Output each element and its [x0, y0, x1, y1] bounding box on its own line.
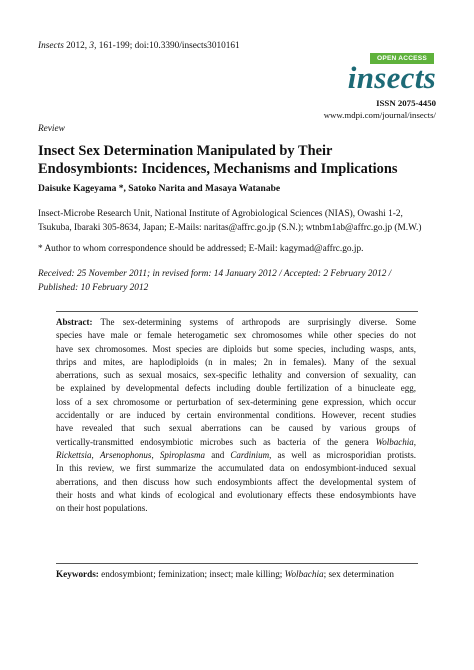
abstract-line [56, 436, 416, 449]
keywords-text: endosymbiont; feminization; insect; male killing; [98, 569, 285, 579]
citation-line: Insects 2012, 3, 161-199; doi:10.3390/insects3010161 [38, 41, 240, 51]
abstract-line: aberrations, and then discuss how such endosymbionts affect the developmental system of [56, 476, 416, 487]
keyword-genus: Wolbachia [284, 569, 324, 579]
keywords-label: Keywords: [56, 569, 99, 579]
abstract-line [56, 316, 416, 329]
citation-pages-doi: , 161-199; doi:10.3390/insects3010161 [94, 41, 240, 51]
keywords [56, 569, 394, 579]
publication-dates [38, 267, 448, 295]
abstract-text: and [205, 449, 231, 460]
abstract-line: thrips and mites, are haplodiploids (n in males; 2n in females). Many of the sexual [56, 356, 416, 367]
citation-volume: 3 [89, 41, 95, 51]
abstract-label: Abstract: [56, 317, 93, 327]
abstract-text: , [413, 436, 416, 447]
affiliation [38, 207, 443, 235]
abstract-text: The sex-determining systems of arthropods are surprisingly diverse. Some [92, 317, 416, 327]
journal-url[interactable]: www.mdpi.com/journal/insects/ [323, 110, 436, 120]
genus-name: Arsenophonus [99, 449, 152, 460]
genus-name: Rickettsia [56, 449, 92, 460]
title-line: Insect Sex Determination Manipulated by Their [38, 143, 333, 159]
affiliation-line: Tsukuba, Ibaraki 305-8634, Japan; E-Mails: naritas@affrc.go.jp (S.N.); wtnbm1ab@affrc.go.jp (M.W.) [38, 223, 422, 233]
citation-journal: Insects [38, 41, 64, 51]
author-list: Daisuke Kageyama *, Satoko Narita and Masaya Watanabe [38, 184, 281, 194]
genus-name: Wolbachia [375, 436, 414, 447]
abstract-top-rule [56, 311, 418, 312]
abstract-line: accidentally or are induced by certain environmental conditions. However, recent studies [56, 410, 416, 421]
dates-line: Received: 25 November 2011; in revised form: 14 January 2012 / Accepted: 2 February 2012 / [38, 269, 392, 279]
abstract-line: have revealed that such sexual aberrations can be caused by various groups of [56, 423, 416, 434]
dates-line: Published: 10 February 2012 [38, 283, 149, 293]
abstract-bottom-rule [56, 563, 418, 564]
citation-year: 2012 [63, 41, 85, 51]
abstract-line: In this review, we first summarize the accumulated data on endosymbiont-induced sexual [56, 463, 416, 474]
title-line: Endosymbionts: Incidences, Mechanisms and Implications [38, 161, 398, 177]
abstract-line: aberrations, such as sexual mosaics, sex-specific lethality and conversion of sexuality, can [56, 370, 416, 381]
correspondence-note: * Author to whom correspondence should be addressed; E-Mail: kagymad@affrc.go.jp. [38, 244, 364, 254]
genus-name: Spiroplasma [159, 449, 206, 460]
abstract [56, 316, 416, 562]
abstract-line: be explained by developmental defects including double fertilization of a binucleate egg, [56, 383, 416, 394]
abstract-line: have sex chromosomes. Most species are diploids but some species, including wasps, ants, [56, 343, 416, 354]
abstract-text: , [151, 449, 160, 460]
abstract-text: vertically-transmitted endosymbiotic microbes such as bacteria of the genera [56, 436, 376, 447]
abstract-line [56, 449, 416, 462]
article-title [38, 142, 438, 178]
abstract-line: species have male or female heterogametic sex chromosomes while other species do not [56, 330, 416, 341]
abstract-line: their hosts and what kinds of ecological and evolutionary effects these endosymbionts have [56, 489, 416, 500]
abstract-text: , [91, 449, 100, 460]
issn: ISSN 2075-4450 [376, 98, 436, 108]
genus-name: Cardinium [230, 449, 270, 460]
open-access-badge: OPEN ACCESS [370, 53, 434, 64]
article-type: Review [38, 124, 65, 134]
journal-logo: insects [347, 60, 436, 95]
abstract-text: , as well as microsporidian protists. [269, 449, 417, 460]
affiliation-line: Insect-Microbe Research Unit, National Institute of Agrobiological Sciences (NIAS), Owashi 1-2, [38, 209, 403, 219]
keywords-text: ; sex determination [323, 569, 395, 579]
abstract-line: loss of a sex chromosome or perturbation of sex-determining gene expression, which occur [56, 396, 416, 407]
abstract-line: on their host populations. [56, 503, 148, 514]
